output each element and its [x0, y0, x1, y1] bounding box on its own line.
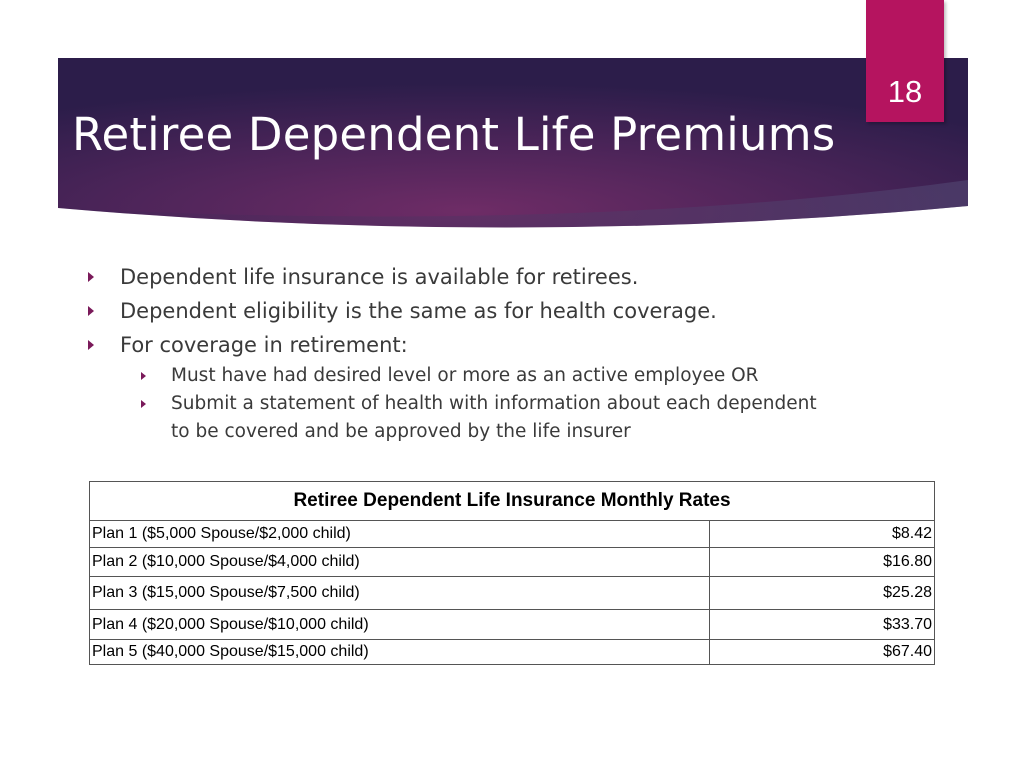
page-number: 18: [887, 74, 923, 109]
bullet-text: For coverage in retirement:: [120, 333, 408, 357]
table-row: [90, 610, 935, 640]
plan-cell: Plan 2 ($10,000 Spouse/$4,000 child): [90, 548, 710, 577]
plan-cell: Plan 4 ($20,000 Spouse/$10,000 child): [90, 610, 710, 640]
bullet-arrow-icon: [88, 340, 94, 350]
page-number-tab: [866, 0, 944, 122]
table-row: [90, 548, 935, 577]
rate-cell: $25.28: [710, 577, 935, 610]
sub-bullet-item: [141, 362, 968, 390]
sub-bullet-text: Must have had desired level or more as an active employee OR: [171, 365, 759, 386]
table-header-row: [90, 482, 935, 521]
bullet-item: [88, 294, 968, 328]
bullet-arrow-icon: [88, 306, 94, 316]
table-title: Retiree Dependent Life Insurance Monthly Rates: [90, 482, 935, 521]
bullet-text: Dependent life insurance is available for retirees.: [120, 265, 639, 289]
bullet-item: [88, 328, 968, 362]
slide-title: Retiree Dependent Life Premiums: [72, 108, 836, 161]
rate-cell: $33.70: [710, 610, 935, 640]
plan-cell: Plan 5 ($40,000 Spouse/$15,000 child): [90, 640, 710, 665]
rate-cell: $67.40: [710, 640, 935, 665]
sub-bullet-text: Submit a statement of health with information about each dependent: [171, 393, 817, 414]
table-row: [90, 577, 935, 610]
bullet-arrow-icon: [88, 272, 94, 282]
table-row: [90, 521, 935, 548]
plan-cell: Plan 3 ($15,000 Spouse/$7,500 child): [90, 577, 710, 610]
sub-bullet-continuation: [141, 418, 968, 446]
bullet-text: Dependent eligibility is the same as for health coverage.: [120, 299, 717, 323]
rate-cell: $8.42: [710, 521, 935, 548]
bullet-item: [88, 260, 968, 294]
sub-bullet-arrow-icon: [141, 400, 146, 408]
rates-table: [89, 481, 935, 665]
table-row: [90, 640, 935, 665]
plan-cell: Plan 1 ($5,000 Spouse/$2,000 child): [90, 521, 710, 548]
sub-bullet-list: [141, 362, 968, 446]
bullet-list: [88, 260, 968, 446]
sub-bullet-arrow-icon: [141, 372, 146, 380]
sub-bullet-text: to be covered and be approved by the life insurer: [171, 421, 631, 442]
sub-bullet-item: [141, 390, 968, 418]
rate-cell: $16.80: [710, 548, 935, 577]
